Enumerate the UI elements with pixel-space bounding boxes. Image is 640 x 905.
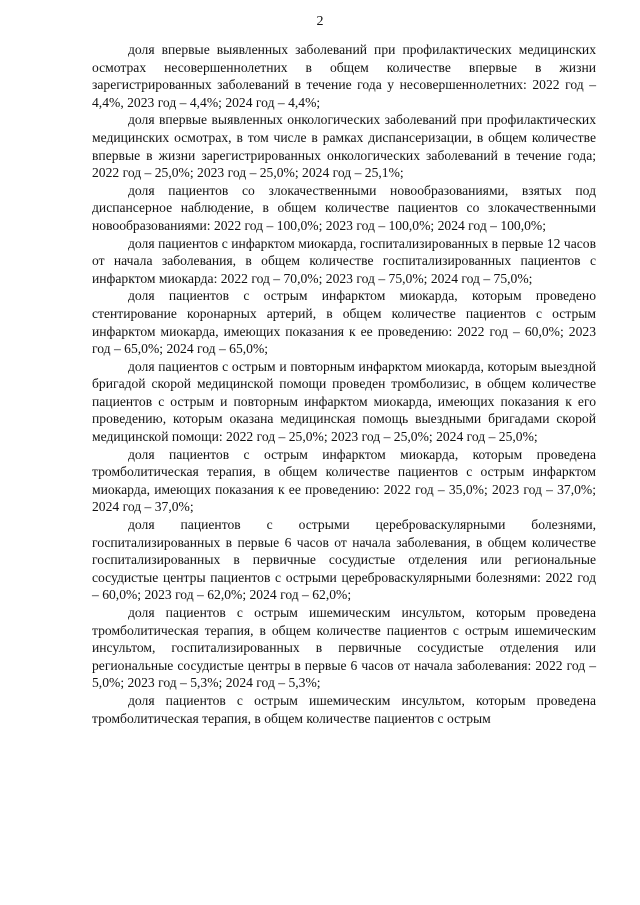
paragraph: доля пациентов с острыми цереброваскулярными болезнями, госпитализированных в первые 6 часов от начала заболевания, в общем количестве госпитализированных в первичные сосудистые отделения или региональные сосудистые центры пациентов с острыми цереброваскулярными болезнями: 2022 год – 60,0%; 2023 год – 62,0%; 2024 год – 62,0%; <box>92 517 596 603</box>
paragraph: доля впервые выявленных онкологических заболеваний при профилактических медицинских осмотрах, в том числе в рамках диспансеризации, в общем количестве впервые в жизни зарегистрированных онкологических заболеваний в течение года; 2022 год – 25,0%; 2023 год – 25,0%; 2024 год – 25,1%; <box>92 112 596 181</box>
page-number: 2 <box>316 14 324 29</box>
paragraph: доля пациентов с острым ишемическим инсультом, которым проведена тромболитическая терапия, в общем количестве пациентов с острым ишемическим инсультом, госпитализированных в первичные сосудистые отделения или региональные сосудистые центры в первые 6 часов от начала заболевания: 2022 год – 5,0%; 2023 год – 5,3%; 2024 год – 5,3%; <box>92 605 596 691</box>
paragraph: доля пациентов с острым ишемическим инсультом, которым проведена тромболитическая терапия, в общем количестве пациентов с острым <box>92 692 596 726</box>
paragraph: доля впервые выявленных заболеваний при профилактических медицинских осмотрах несовершеннолетних в общем количестве впервые в жизни зарегистрированных заболеваний в течение года у несовершеннолетних: 2022 год – 4,4%, 2023 год – 4,4%; 2024 год – 4,4%; <box>92 42 596 110</box>
paragraph: доля пациентов с инфарктом миокарда, госпитализированных в первые 12 часов от начала заболевания, в общем количестве госпитализированных пациентов с инфарктом миокарда: 2022 год – 70,0%; 2023 год – 75,0%; 2024 год – 75,0%; <box>92 235 596 286</box>
paragraph: доля пациентов с острым и повторным инфарктом миокарда, которым выездной бригадой скорой медицинской помощи проведен тромболизис, в общем количестве пациентов с острым и повторным инфарктом миокарда, имеющих показания к его проведению, которым оказана медицинская помощь выездными бригадами скорой медицинской помощи: 2022 год – 25,0%; 2023 год – 25,0%; 2024 год – 25,0%; <box>92 358 596 445</box>
paragraph: доля пациентов с острым инфарктом миокарда, которым проведена тромболитическая терапия, в общем количестве пациентов с острым инфарктом миокарда, имеющих показания к ее проведению: 2022 год – 35,0%; 2023 год – 37,0%; 2024 год – 37,0%; <box>92 446 596 515</box>
paragraph: доля пациентов со злокачественными новообразованиями, взятых под диспансерное наблюдение, в общем количестве пациентов со злокачественными новообразованиями: 2022 год – 100,0%; 2023 год – 100,0%; 2024 год – 100,0%; <box>92 182 596 233</box>
paragraph: доля пациентов с острым инфарктом миокарда, которым проведено стентирование коронарных артерий, в общем количестве пациентов с острым инфарктом миокарда, имеющих показания к ее проведению: 2022 год – 60,0%; 2023 год – 65,0%; 2024 год – 65,0%; <box>92 288 596 357</box>
document-body <box>92 41 596 727</box>
